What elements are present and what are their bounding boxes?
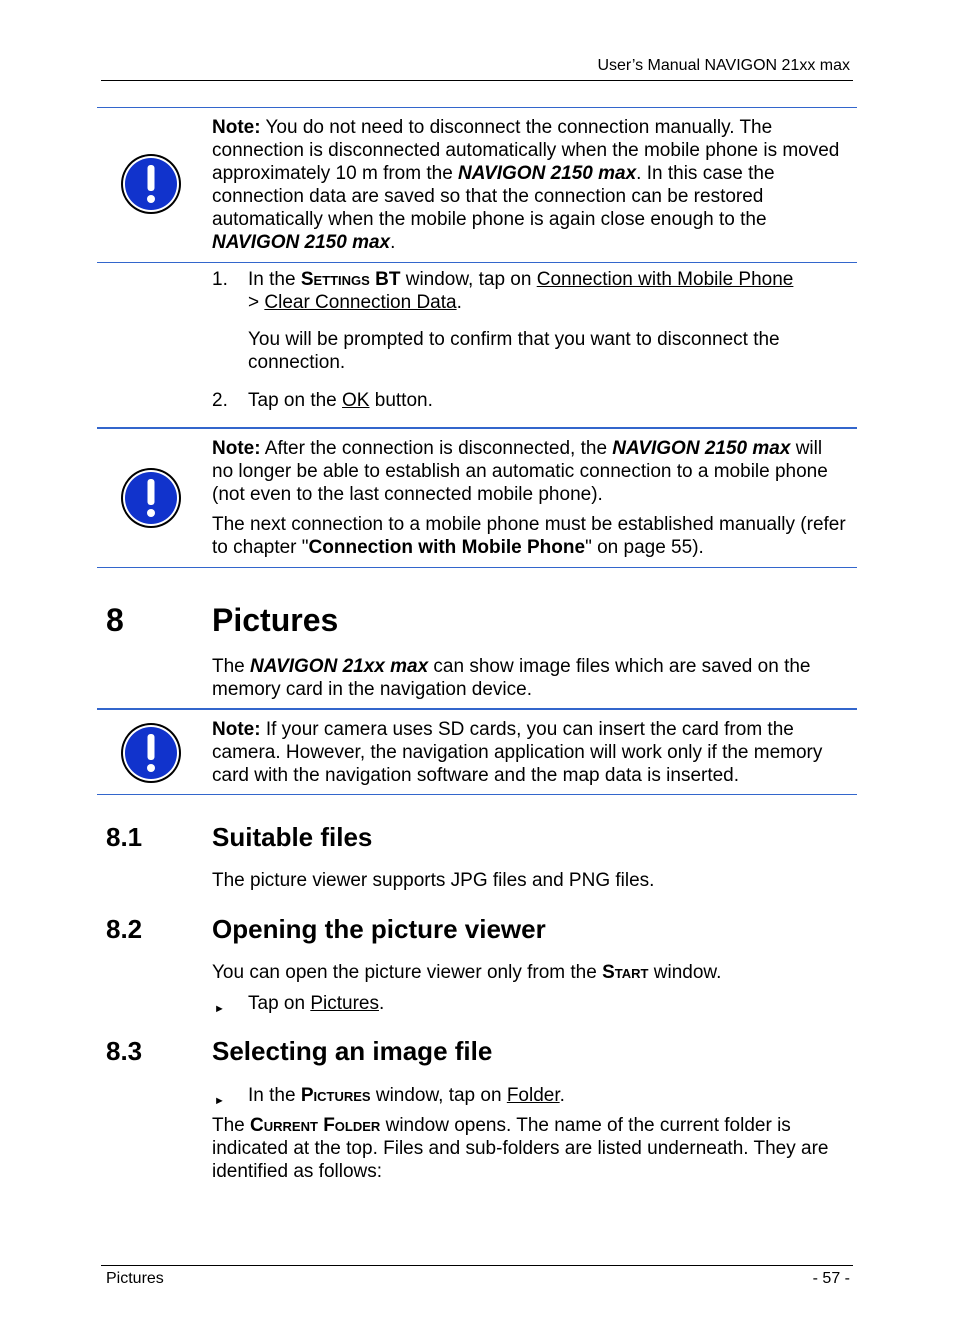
page-number: - 57 - [812, 1270, 850, 1287]
section-number: 8.1 [106, 822, 143, 852]
window-name: Settings BT [300, 269, 401, 290]
note-label: Note: [212, 719, 261, 740]
footer-section: Pictures [106, 1270, 164, 1287]
section-title: Opening the picture viewer [212, 914, 546, 944]
link-connection-with-mobile-phone[interactable]: Connection with Mobile Phone [536, 269, 794, 290]
chapter-number: 8 [106, 602, 124, 638]
step-number: 1. [212, 269, 228, 290]
step-number: 2. [212, 390, 228, 411]
triangle-bullet-icon: ► [214, 1003, 225, 1015]
link-clear-connection-data[interactable]: Clear Connection Data [264, 292, 457, 313]
link-folder[interactable]: Folder [506, 1085, 560, 1106]
section-body: The picture viewer supports JPG files and PNG files. [212, 870, 655, 891]
section-title: Suitable files [212, 822, 373, 852]
triangle-bullet-icon: ► [214, 1095, 225, 1107]
window-name: Start [602, 962, 649, 983]
section-number: 8.3 [106, 1036, 143, 1066]
chapter-title: Pictures [212, 602, 339, 638]
section-body: The Current Folder window opens. The name of the current folder is indicated at the top. Files and sub-folders are listed underneath. They are identified as follows: [212, 1115, 829, 1182]
chapter-intro: The NAVIGON 21xx max can show image files which are saved on the memory card in the navigation device. [212, 656, 811, 700]
product-name: NAVIGON 2150 max [612, 438, 791, 459]
product-name: NAVIGON 21xx max [250, 656, 429, 677]
header-title: User’s Manual NAVIGON 21xx max [597, 57, 850, 74]
note-text: Note: If your camera uses SD cards, you can insert the card from the camera. However, the navigation application will work only if the memory card with the navigation software and the map data is inserted. [212, 719, 823, 786]
exclamation-circle-icon [120, 153, 182, 215]
note-label: Note: [212, 438, 261, 459]
exclamation-circle-icon [120, 722, 182, 784]
link-ok[interactable]: OK [342, 390, 370, 411]
section-title: Selecting an image file [212, 1036, 493, 1066]
window-name: Pictures [300, 1085, 371, 1106]
exclamation-circle-icon [120, 467, 182, 529]
step-1-info: You will be prompted to confirm that you want to disconnect the connection. [248, 329, 780, 373]
product-name: NAVIGON 2150 max [458, 163, 637, 184]
note-box-sd-card [97, 708, 857, 795]
section-number: 8.2 [106, 914, 143, 944]
note-box-after-disconnect [97, 427, 857, 568]
window-name: Current Folder [250, 1115, 381, 1136]
product-name: NAVIGON 2150 max [212, 232, 391, 253]
note-box-auto-disconnect [97, 107, 857, 263]
note-text: Note: After the connection is disconnected, the NAVIGON 2150 max will no longer be able to establish an automatic connection to a mobile phone (not even to the last connected mobile phone). The next connection to a mobile phone must be established manually (refer to chapter "Connection with Mobile Phone" on page 55). [212, 438, 846, 558]
chapter-reference: Connection with Mobile Phone [308, 537, 586, 558]
note-text: Note: You do not need to disconnect the connection manually. The connection is disconnected automatically when the mobile phone is moved approximately 10 m from the NAVIGON 2150 max. In this case the connection data are saved so that the connection can be restored automatically when the mobile phone is again close enough to the NAVIGON 2150 max. [212, 117, 840, 253]
header-rule [101, 80, 853, 81]
link-pictures[interactable]: Pictures [310, 993, 379, 1014]
section-body: You can open the picture viewer only from the Start window. [212, 962, 722, 983]
footer-rule [101, 1265, 853, 1266]
note-label: Note: [212, 117, 261, 138]
